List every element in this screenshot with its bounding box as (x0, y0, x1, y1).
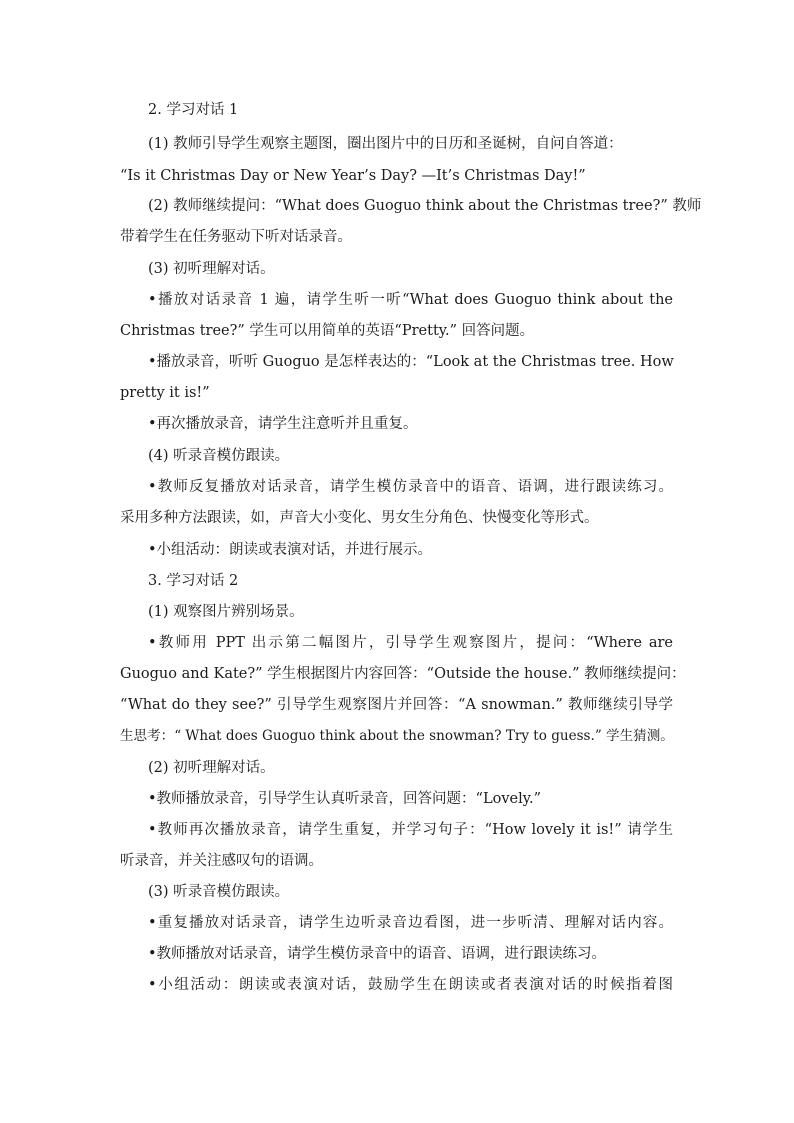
paragraph-line: pretty it is!” (120, 385, 210, 401)
section-heading: 3. 学习对话 2 (148, 573, 239, 589)
paragraph-line: 生思考：“ What does Guoguo think about the snowman? Try to guess.” 学生猜测。 (120, 728, 674, 744)
paragraph-line: •教师播放对话录音，请学生模仿录音中的语音、语调，进行跟读练习。 (148, 946, 607, 962)
subheading: (4) 听录音模仿跟读。 (148, 448, 290, 464)
paragraph-line: •小组活动：朗读或表演对话，并进行展示。 (148, 542, 433, 558)
paragraph-line: 听录音，并关注感叹句的语调。 (120, 853, 323, 869)
paragraph-line: •播放录音，听听 Guoguo 是怎样表达的：“Look at the Christmas tree. How (148, 354, 674, 370)
paragraph-line: •教师用 PPT 出示第二幅图片，引导学生观察图片，提问：“Where are (148, 635, 673, 651)
paragraph-line: “What do they see?” 引导学生观察图片并回答：“A snowman.” 教师继续引导学 (120, 697, 673, 713)
paragraph-line: (2) 教师继续提问：“What does Guoguo think about the Christmas tree?” 教师 (148, 198, 702, 214)
subheading: (3) 初听理解对话。 (148, 261, 275, 277)
paragraph-line: •播放对话录音 1 遍，请学生听一听“What does Guoguo think about the (148, 292, 673, 308)
paragraph-line: Guoguo and Kate?” 学生根据图片内容回答：“Outside the house.” 教师继续提问： (120, 666, 686, 682)
paragraph-line: “Is it Christmas Day or New Year’s Day? —It’s Christmas Day!” (120, 168, 586, 184)
section-heading: 2. 学习对话 1 (148, 102, 239, 118)
subheading: (3) 听录音模仿跟读。 (148, 884, 290, 900)
paragraph-line: •教师再次播放录音，请学生重复，并学习句子：“How lovely it is!” 请学生 (148, 822, 673, 838)
paragraph-line: (1) 教师引导学生观察主题图，圈出图片中的日历和圣诞树，自问自答道： (148, 136, 623, 152)
paragraph-line: •小组活动：朗读或表演对话，鼓励学生在朗读或者表演对话的时候指着图 (148, 977, 673, 993)
paragraph-line: •教师播放录音，引导学生认真听录音，回答问题：“Lovely.” (148, 791, 542, 807)
paragraph-line: •教师反复播放对话录音，请学生模仿录音中的语音、语调，进行跟读练习。 (148, 479, 673, 495)
subheading: (2) 初听理解对话。 (148, 760, 275, 776)
paragraph-line: •重复播放对话录音，请学生边听录音边看图，进一步听清、理解对话内容。 (148, 915, 673, 931)
paragraph-line: •再次播放录音，请学生注意听并且重复。 (148, 416, 418, 432)
subheading: (1) 观察图片辨别场景。 (148, 604, 304, 620)
paragraph-line: 带着学生在任务驱动下听对话录音。 (120, 229, 352, 245)
paragraph-line: 采用多种方法跟读，如，声音大小变化、男女生分角色、快慢变化等形式。 (120, 510, 599, 526)
paragraph-line: Christmas tree?” 学生可以用简单的英语“Pretty.” 回答问题。 (120, 323, 535, 339)
